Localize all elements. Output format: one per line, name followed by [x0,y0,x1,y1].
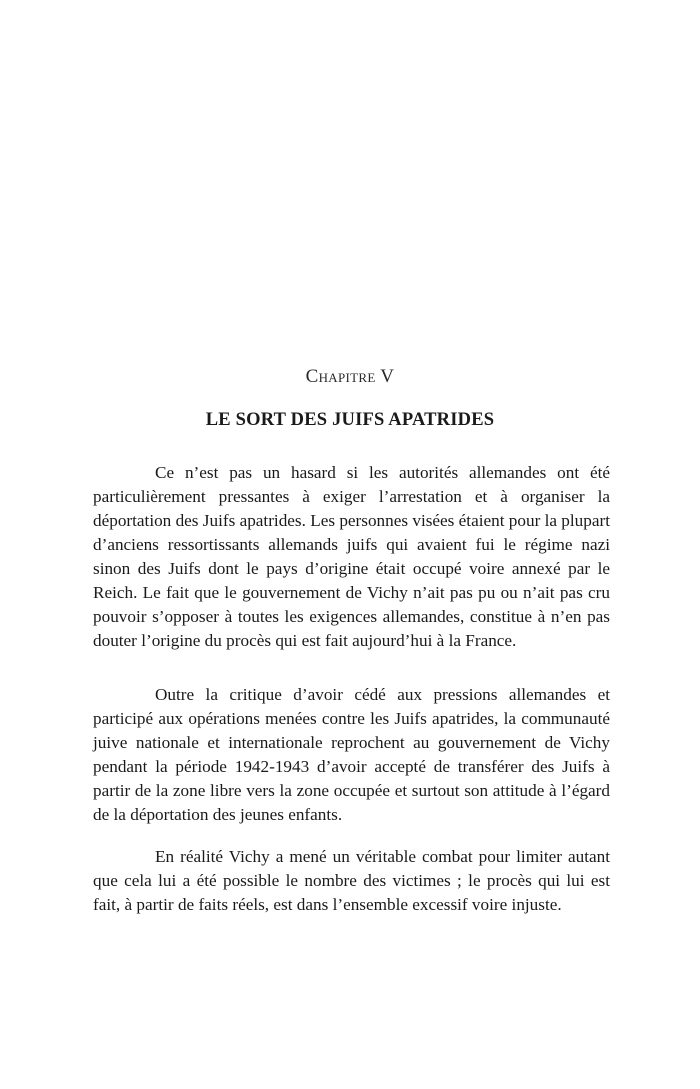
chapter-label: Chapitre V [305,366,395,387]
chapter-title: LE SORT DES JUIFS APATRIDES [205,410,495,430]
paragraph: Ce n’est pas un hasard si les autorités allemandes ont été particulièrement pressantes à exiger l’arrestation et à organiser la déportation des Juifs apatrides. Les personnes visées étaient pour la plupart d’anciens ressortissants allemands juifs qui avaient fui le régime nazi sinon des Juifs dont le pays d’origine était occupé voire annexé par le Reich. Le fait que le gouvernement de Vichy n’ait pas pu ou n’ait pas cru pouvoir s’opposer à toutes les exigences allemandes, constitue à n’en pas douter l’origine du procès qui est fait aujourd’hui à la France. [93,463,610,650]
paragraph: En réalité Vichy a mené un véritable combat pour limiter autant que cela lui a été possible le nombre des victimes ; le procès qui lui est fait, à partir de faits réels, est dans l’ensemble excessif voire injuste. [93,847,610,914]
paragraph: Outre la critique d’avoir cédé aux pressions allemandes et participé aux opérations menées contre les Juifs apatrides, la communauté juive nationale et internationale reprochent au gouvernement de Vichy pendant la période 1942-1943 d’avoir accepté de transférer des Juifs à partir de la zone libre vers la zone occupée et surtout son attitude à l’égard de la déportation des jeunes enfants. [93,685,610,824]
